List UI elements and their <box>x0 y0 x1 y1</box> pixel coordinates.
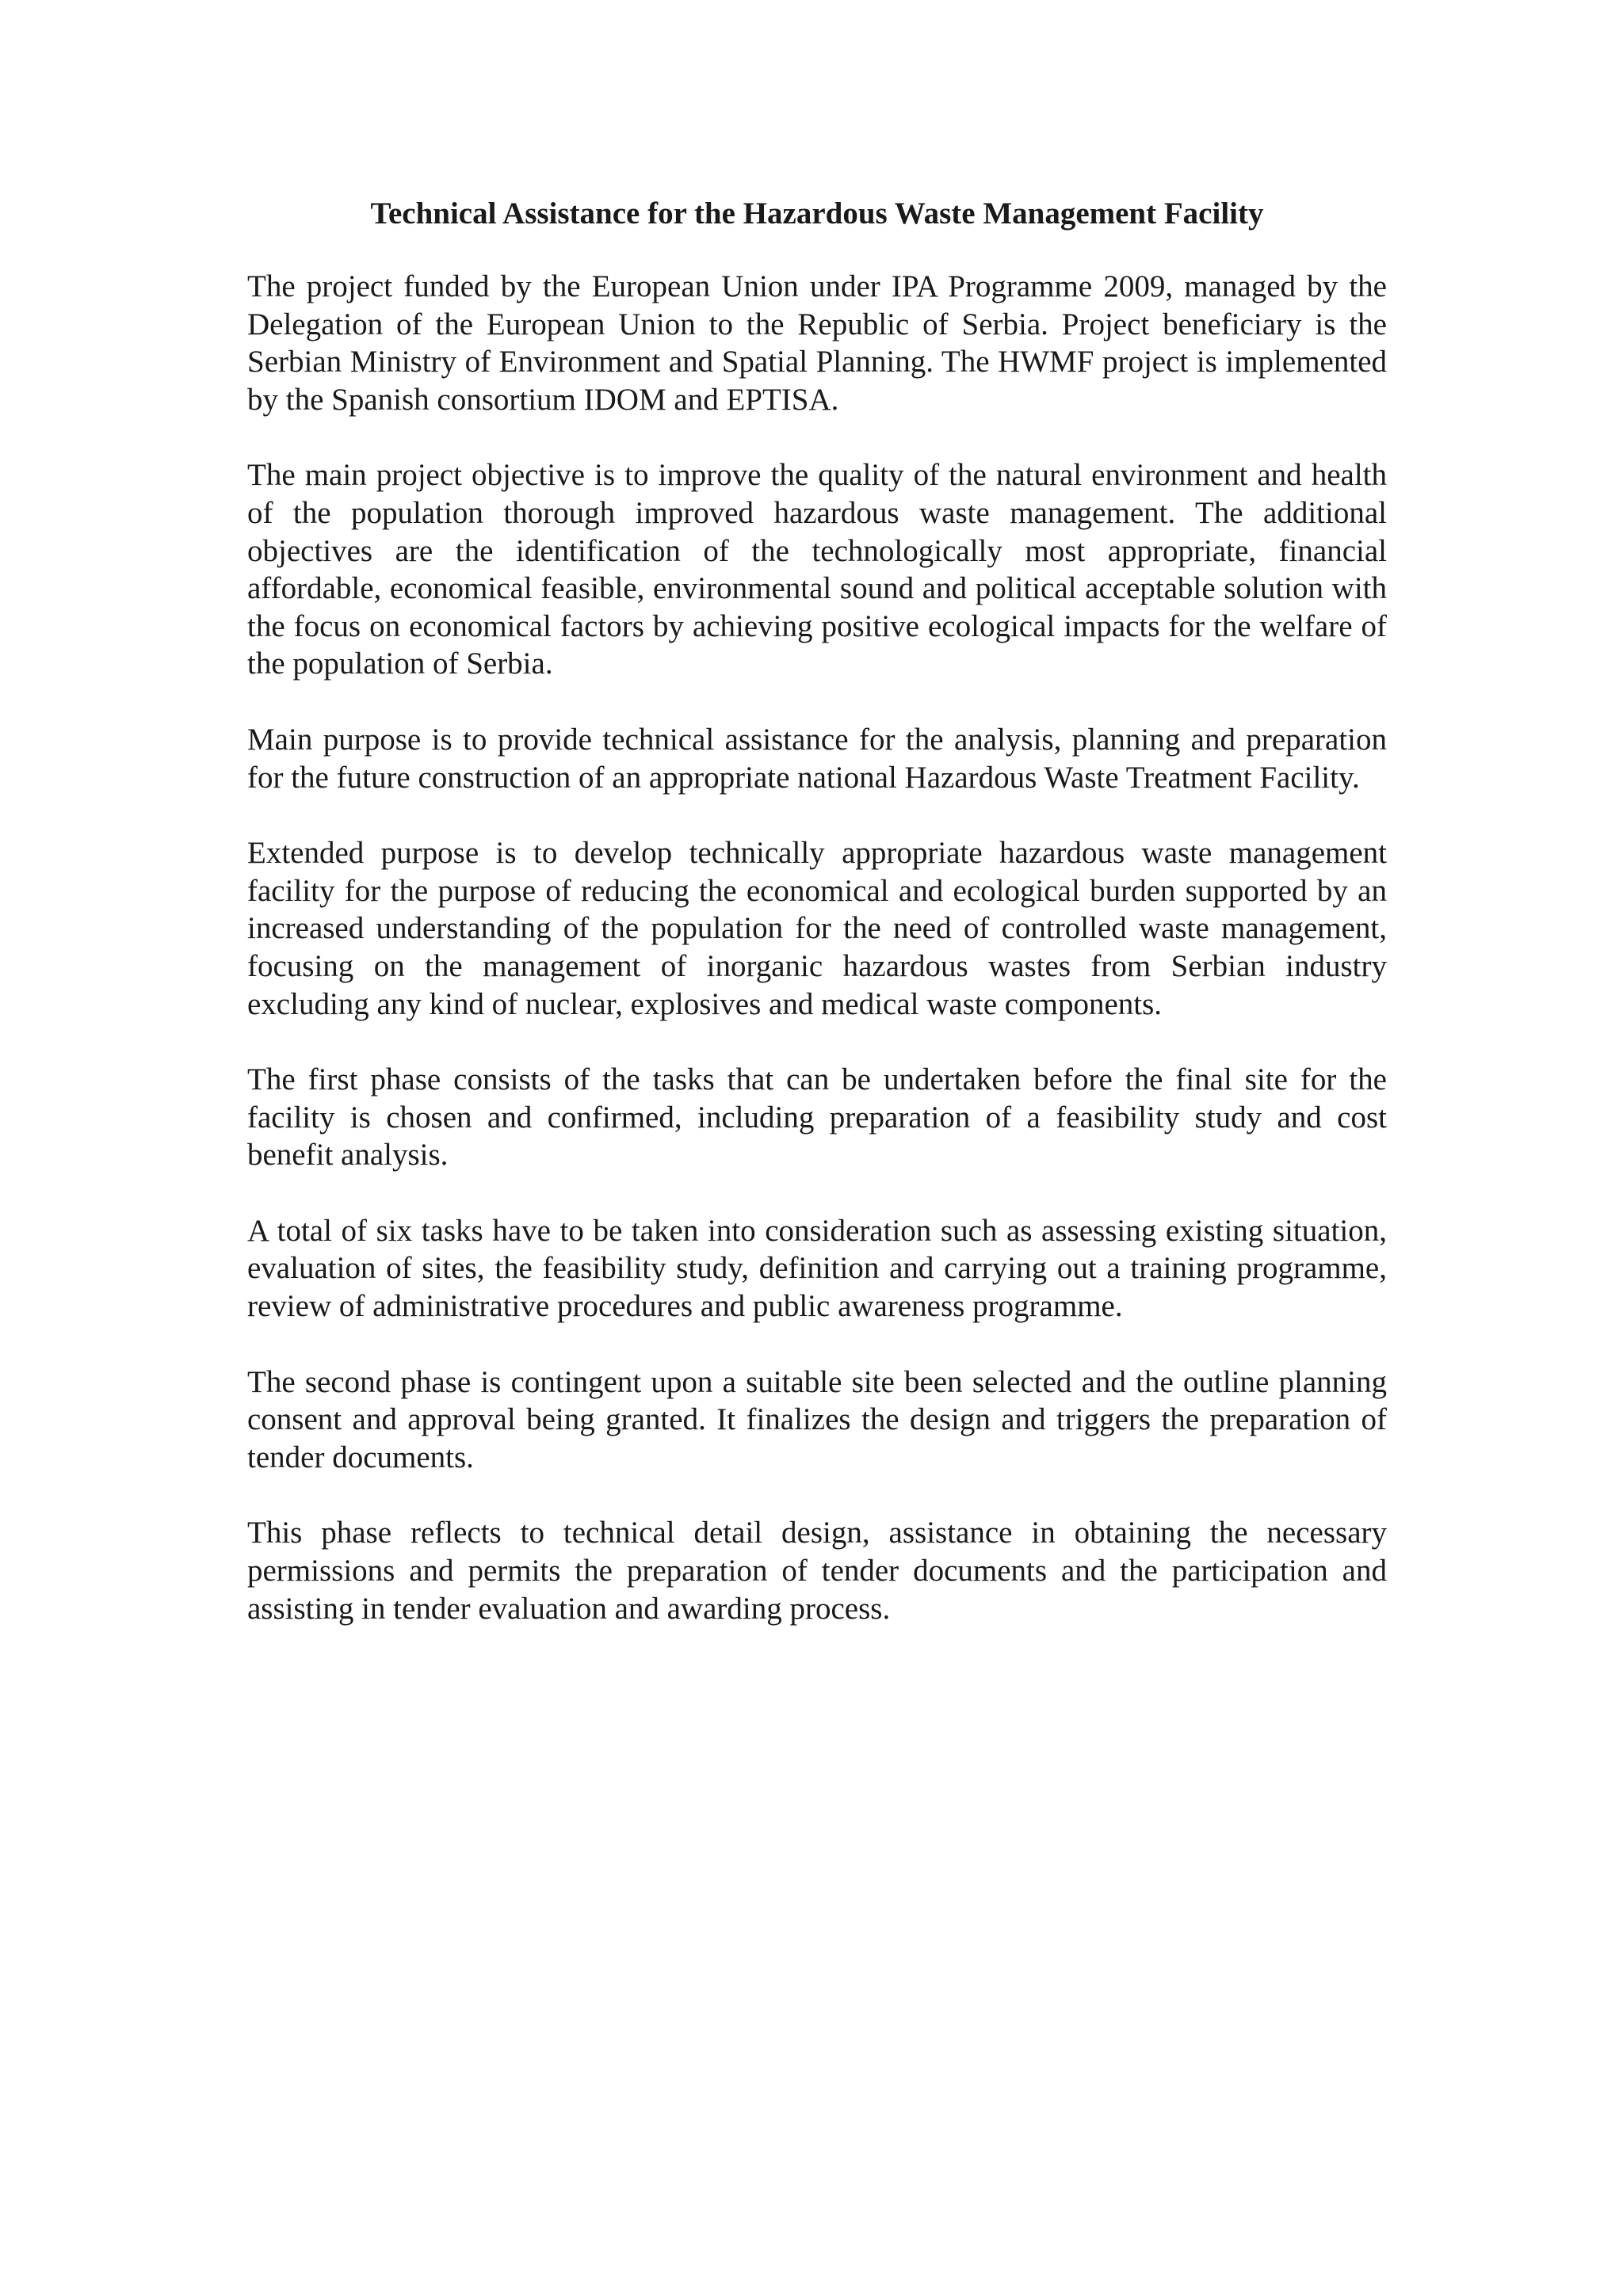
paragraph-extended-purpose: Extended purpose is to develop technically appropriate hazardous waste management facility for the purpose of reducing the economical and ecological burden supported by an increased understanding of the population for the need of controlled waste management, focusing on the management of inorganic hazardous wastes from Serbian industry excluding any kind of nuclear, explosives and medical waste components. <box>247 836 1387 1021</box>
paragraph-phase-reflects: This phase reflects to technical detail design, assistance in obtaining the necessary permissions and permits the preparation of tender documents and the participation and assisting in tender evaluation and awarding process. <box>247 1516 1387 1626</box>
document-title: Technical Assistance for the Hazardous Waste Management Facility <box>370 196 1264 231</box>
paragraph-main-purpose: Main purpose is to provide technical assistance for the analysis, planning and preparation for the future construction of an appropriate national Hazardous Waste Treatment Facility. <box>247 722 1387 795</box>
document-body <box>247 195 1387 1665</box>
paragraph-project-funding: The project funded by the European Union under IPA Programme 2009, managed by the Delegation of the European Union to the Republic of Serbia. Project beneficiary is the Serbian Ministry of Environment and Spatial Planning. The HWMF project is implemented by the Spanish consortium IDOM and EPTISA. <box>247 269 1387 417</box>
paragraph-main-objective: The main project objective is to improve the quality of the natural environment and health of the population thorough improved hazardous waste management. The additional objectives are the identification of the technologically most appropriate, financial affordable, economical feasible, environmental sound and political acceptable solution with the focus on economical factors by achieving positive ecological impacts for the welfare of the population of Serbia. <box>247 458 1387 681</box>
paragraph-first-phase: The first phase consists of the tasks that can be undertaken before the final site for the facility is chosen and confirmed, including preparation of a feasibility study and cost benefit analysis. <box>247 1062 1387 1173</box>
paragraph-six-tasks: A total of six tasks have to be taken into consideration such as assessing existing situation, evaluation of sites, the feasibility study, definition and carrying out a training programme, review of administrative procedures and public awareness programme. <box>247 1213 1387 1324</box>
paragraph-second-phase: The second phase is contingent upon a suitable site been selected and the outline planning consent and approval being granted. It finalizes the design and triggers the preparation of tender documents. <box>247 1364 1387 1474</box>
